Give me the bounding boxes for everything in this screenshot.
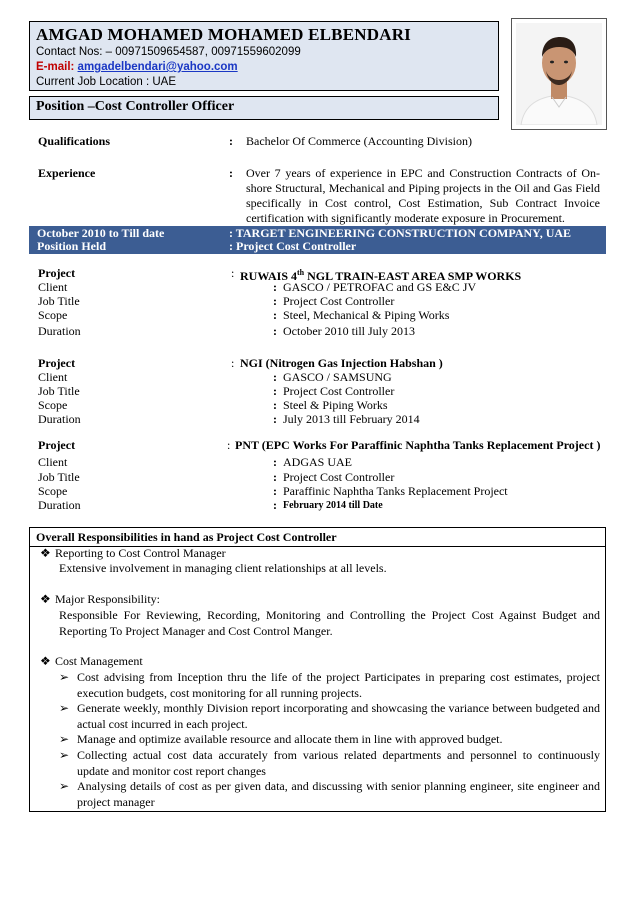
list-item: Analysing details of cost as per given data, and discussing with senior planning engineer, site engineer and project manager bbox=[77, 779, 600, 809]
client-value: GASCO / SAMSUNG bbox=[283, 370, 392, 384]
contact-numbers: Contact Nos: – 00971509654587, 00971559602099 bbox=[36, 46, 301, 58]
duration-label: Duration bbox=[38, 324, 81, 338]
duration-value: February 2014 till Date bbox=[283, 500, 383, 511]
field-colon: : bbox=[273, 484, 277, 498]
employment-band bbox=[29, 226, 606, 254]
candidate-name: AMGAD MOHAMED MOHAMED ELBENDARI bbox=[36, 25, 411, 44]
current-location: Current Job Location : UAE bbox=[36, 76, 176, 88]
job-title-value: Project Cost Controller bbox=[283, 470, 395, 484]
list-item: Collecting actual cost data accurately from various related departments and personnel to continuously update and monitor cost report changes bbox=[77, 748, 600, 778]
job-title-label: Job Title bbox=[38, 384, 80, 398]
scope-value: Steel, Mechanical & Piping Works bbox=[283, 308, 450, 322]
job-title-label: Job Title bbox=[38, 470, 80, 484]
scope-label: Scope bbox=[38, 308, 68, 322]
project-colon: : bbox=[231, 356, 235, 370]
position-held-value: : Project Cost Controller bbox=[229, 239, 357, 253]
list-item: Cost advising from Inception thru the life of the project Participates in preparing cost estimates, project execution budgets, cost monitoring for all running projects. bbox=[77, 670, 600, 700]
profile-photo bbox=[511, 18, 607, 130]
project-label: Project bbox=[38, 266, 76, 280]
email-line bbox=[36, 60, 492, 75]
section-heading: ❖ Reporting to Cost Control Manager bbox=[40, 546, 226, 560]
job-title-value: Project Cost Controller bbox=[283, 384, 395, 398]
arrow-bullet-icon: ➢ bbox=[59, 701, 70, 715]
project-name: PNT (EPC Works For Paraffinic Naphtha Tanks Replacement Project ) bbox=[235, 438, 601, 452]
field-colon: : bbox=[273, 280, 277, 294]
job-title-value: Project Cost Controller bbox=[283, 294, 395, 308]
employment-period: October 2010 to Till date bbox=[37, 226, 165, 240]
field-colon: : bbox=[273, 294, 277, 308]
field-colon: : bbox=[273, 370, 277, 384]
field-colon: : bbox=[273, 498, 277, 512]
field-colon: : bbox=[273, 398, 277, 412]
duration-value: July 2013 till February 2014 bbox=[283, 412, 420, 426]
email-label: E-mail: bbox=[36, 61, 75, 73]
diamond-bullet-icon: ❖ bbox=[40, 546, 51, 560]
profile-photo-image bbox=[516, 23, 602, 125]
field-colon: : bbox=[273, 384, 277, 398]
client-label: Client bbox=[38, 455, 68, 469]
responsibilities-heading: Overall Responsibilities in hand as Project Cost Controller bbox=[29, 527, 606, 547]
client-value: ADGAS UAE bbox=[283, 455, 352, 469]
scope-label: Scope bbox=[38, 484, 68, 498]
client-label: Client bbox=[38, 280, 68, 294]
section-body: Responsible For Reviewing, Recording, Monitoring and Controlling the Project Cost Against Budget and Reporting To Project Manager and Cost Control Manger. bbox=[59, 608, 600, 638]
responsibilities-box bbox=[29, 546, 606, 812]
arrow-bullet-icon: ➢ bbox=[59, 748, 70, 762]
field-colon: : bbox=[273, 455, 277, 469]
field-colon: : bbox=[273, 412, 277, 426]
experience-colon: : bbox=[229, 166, 233, 180]
header-box bbox=[29, 21, 499, 91]
field-colon: : bbox=[273, 470, 277, 484]
project-colon: : bbox=[231, 266, 235, 280]
section-heading: ❖ Major Responsibility: bbox=[40, 592, 160, 606]
qualifications-colon: : bbox=[229, 134, 233, 148]
field-colon: : bbox=[273, 308, 277, 322]
client-label: Client bbox=[38, 370, 68, 384]
duration-label: Duration bbox=[38, 498, 81, 512]
project-label: Project bbox=[38, 438, 76, 452]
client-value: GASCO / PETROFAC and GS E&C JV bbox=[283, 280, 477, 294]
employer-name: : TARGET ENGINEERING CONSTRUCTION COMPANY, UAE bbox=[229, 226, 572, 240]
diamond-bullet-icon: ❖ bbox=[40, 654, 51, 668]
duration-value: October 2010 till July 2013 bbox=[283, 324, 415, 338]
diamond-bullet-icon: ❖ bbox=[40, 592, 51, 606]
experience-value: Over 7 years of experience in EPC and Construction Contracts of On-shore Structural, Mechanical and Piping projects in the Oil and Gas Field specifically in Cost control, Cost Estimation, Sub Contract Invoice certification with significantly moderate exposure in Procurement. bbox=[246, 166, 600, 225]
section-heading: ❖ Cost Management bbox=[40, 654, 143, 668]
project-colon: : bbox=[227, 438, 231, 452]
job-title-label: Job Title bbox=[38, 294, 80, 308]
scope-label: Scope bbox=[38, 398, 68, 412]
qualifications-value: Bachelor Of Commerce (Accounting Division) bbox=[246, 134, 472, 148]
arrow-bullet-icon: ➢ bbox=[59, 779, 70, 793]
field-colon: : bbox=[273, 324, 277, 338]
email-link[interactable]: amgadelbendari@yahoo.com bbox=[77, 61, 238, 73]
experience-label: Experience bbox=[38, 166, 96, 180]
position-held-label: Position Held bbox=[37, 239, 107, 253]
project-name: NGI (Nitrogen Gas Injection Habshan ) bbox=[240, 356, 443, 370]
list-item: Generate weekly, monthly Division report incorporating and showcasing the variance between budgeted and actual cost incurred in each project. bbox=[77, 701, 600, 731]
scope-value: Steel & Piping Works bbox=[283, 398, 388, 412]
project-label: Project bbox=[38, 356, 76, 370]
list-item: Manage and optimize available resource and allocate them in line with approved budget. bbox=[77, 732, 503, 746]
scope-value: Paraffinic Naphtha Tanks Replacement Project bbox=[283, 484, 508, 498]
arrow-bullet-icon: ➢ bbox=[59, 732, 70, 746]
duration-label: Duration bbox=[38, 412, 81, 426]
qualifications-label: Qualifications bbox=[38, 134, 111, 148]
position-title: Position –Cost Controller Officer bbox=[29, 96, 499, 120]
section-body: Extensive involvement in managing client relationships at all levels. bbox=[59, 561, 387, 575]
project-name: RUWAIS 4th NGL TRAIN-EAST AREA SMP WORKS bbox=[240, 268, 522, 283]
arrow-bullet-icon: ➢ bbox=[59, 670, 70, 684]
